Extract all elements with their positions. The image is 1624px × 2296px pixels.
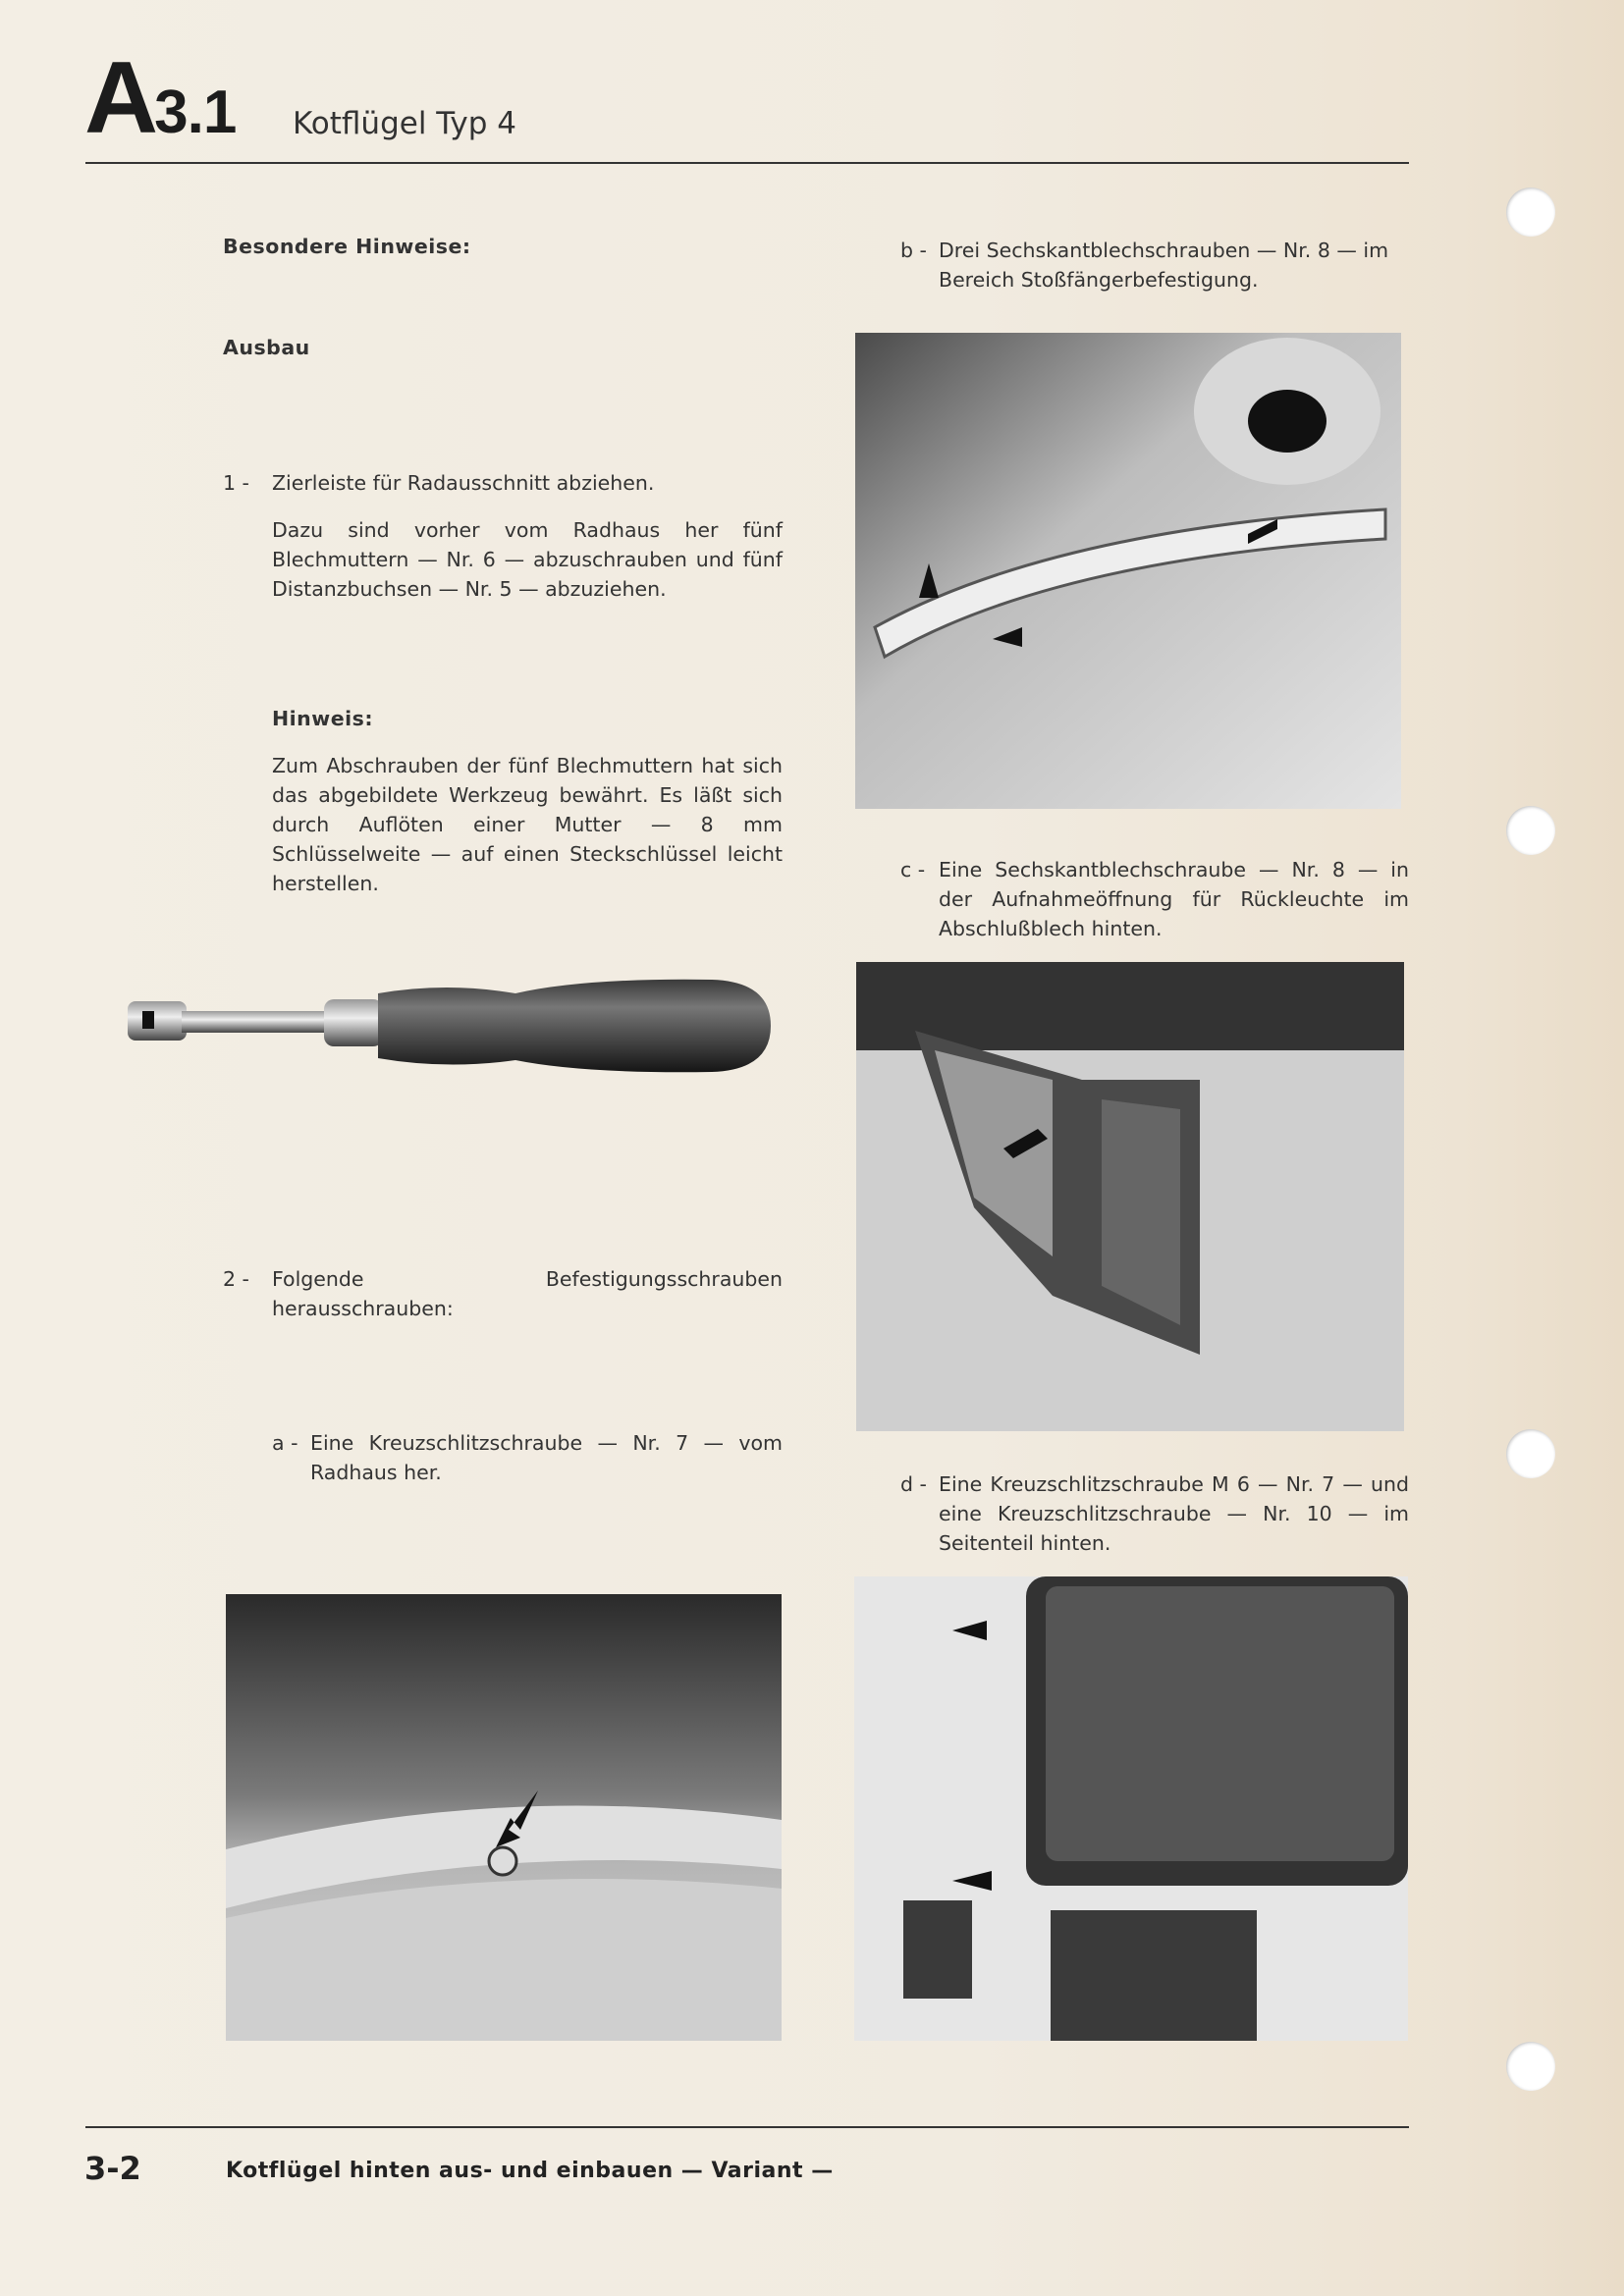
punch-hole — [1506, 2042, 1555, 2091]
step-text: Dazu sind vorher vom Radhaus her fünf Blechmuttern — Nr. 6 — abzuschrauben und fünf Distanzbuchsen — Nr. 5 — abzuziehen. — [272, 518, 783, 601]
step-number: 1 - — [223, 471, 249, 495]
step-number: 2 - — [223, 1267, 249, 1291]
step-letter: a - — [272, 1431, 298, 1455]
step-text: Eine Sechskantblechschraube — Nr. 8 — in der Aufnahmeöffnung für Rückleuchte im Abschlußblech hinten. — [939, 858, 1409, 940]
step-1 — [223, 468, 783, 604]
hint-heading: Hinweis: — [272, 707, 374, 730]
photo-tail-light-opening — [856, 962, 1404, 1431]
step-letter: c - — [900, 858, 926, 881]
hint-text: Zum Abschrauben der fünf Blechmuttern hat sich das abgebildete Werkzeug bewährt. Es läßt sich durch Auflöten einer Mutter — 8 mm Schlüsselweite — auf einen Steckschlüssel leicht herstellen. — [272, 754, 783, 895]
step-c — [900, 855, 1409, 943]
step-2 — [223, 1264, 783, 1323]
step-d — [900, 1469, 1409, 1558]
section-subnumber: 3.1 — [154, 79, 237, 146]
step-text: Eine Kreuzschlitzschraube — Nr. 7 — vom Radhaus her. — [310, 1431, 783, 1484]
step-text: Folgende Befestigungsschrauben herausschrauben: — [272, 1267, 783, 1320]
step-letter: d - — [900, 1472, 927, 1496]
punch-hole — [1506, 1429, 1555, 1478]
footer-rule — [85, 2126, 1409, 2128]
socket-wrench-tool-image — [123, 972, 776, 1086]
step-letter: b - — [900, 239, 927, 262]
step-b — [900, 236, 1409, 294]
page-number: 3-2 — [84, 2150, 141, 2187]
photo-wheelhouse-screw — [226, 1594, 782, 2041]
notes-heading: Besondere Hinweise: — [223, 235, 471, 258]
footer-title: Kotflügel hinten aus- und einbauen — Variant — — [226, 2159, 834, 2183]
step-title: Zierleiste für Radausschnitt abziehen. — [272, 471, 655, 495]
photo-bumper-mount-screws — [855, 333, 1401, 809]
section-number — [84, 41, 237, 155]
page-title: Kotflügel Typ 4 — [293, 106, 517, 141]
photo-rear-side-panel — [854, 1576, 1408, 2041]
removal-heading: Ausbau — [223, 336, 310, 359]
step-a — [272, 1428, 783, 1487]
step-text: Eine Kreuzschlitzschraube M 6 — Nr. 7 — und eine Kreuzschlitzschraube — Nr. 10 — im Seitenteil hinten. — [939, 1472, 1409, 1555]
punch-hole — [1506, 187, 1555, 237]
step-text: Drei Sechskantblechschrauben — Nr. 8 — im Bereich Stoßfängerbefestigung. — [939, 239, 1389, 292]
punch-hole — [1506, 806, 1555, 855]
section-letter: A — [84, 41, 155, 155]
header-rule — [85, 162, 1409, 164]
